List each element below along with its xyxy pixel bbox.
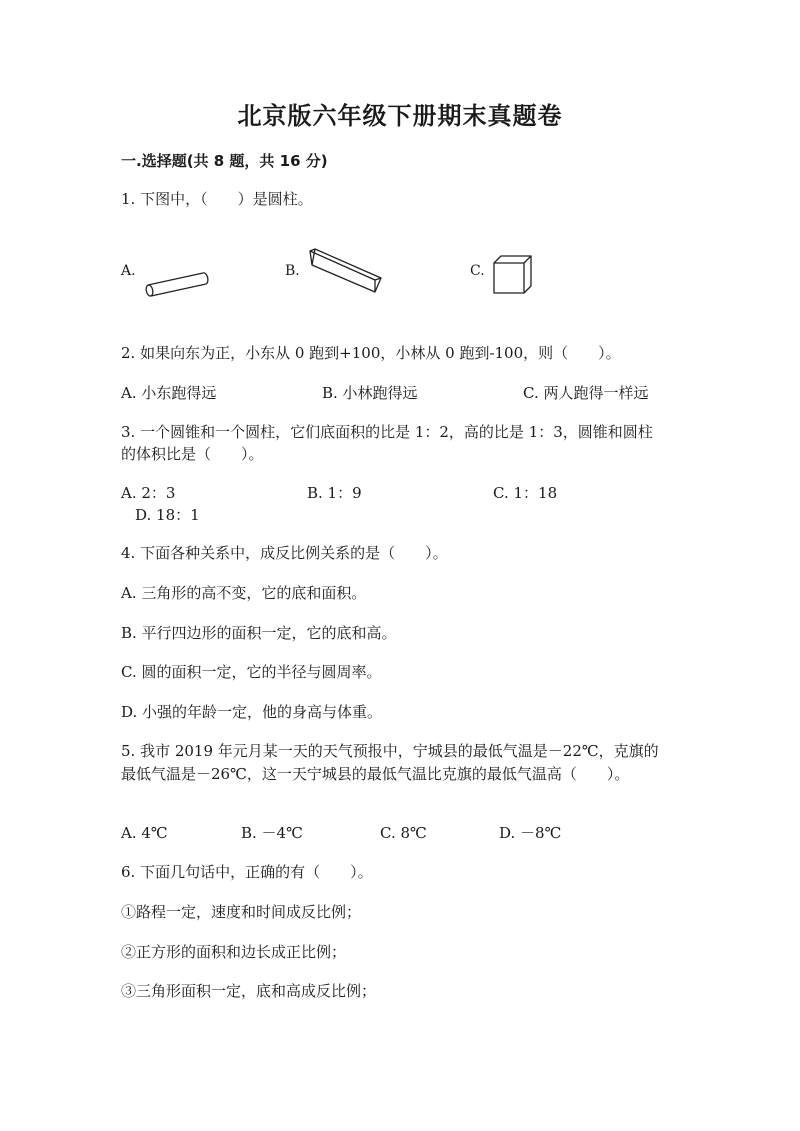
question-6-text: 6. 下面几句话中，正确的有（ ）。	[121, 863, 373, 881]
q6-statement-1: ①路程一定，速度和时间成反比例；	[121, 903, 362, 921]
triangular-prism-icon	[305, 245, 385, 295]
q1-option-b-label: B.	[285, 263, 300, 279]
q1-option-c-label: C.	[470, 263, 485, 279]
q3-option-d: D. 18：1	[135, 506, 200, 524]
q5-option-c: C. 8℃	[380, 824, 427, 842]
q6-statement-2: ②正方形的面积和边长成正比例；	[121, 943, 347, 961]
question-3-line-1: 3. 一个圆锥和一个圆柱，它们底面积的比是 1：2，高的比是 1：3，圆锥和圆柱	[121, 423, 653, 441]
q4-option-b: B. 平行四边形的面积一定，它的底和高。	[121, 624, 397, 642]
question-5-line-2: 最低气温是－26℃，这一天宁城县的最低气温比克旗的最低气温高（ ）。	[121, 765, 630, 783]
question-2-text: 2. 如果向东为正，小东从 0 跑到+100，小林从 0 跑到-100，则（ ）。	[121, 344, 621, 362]
q2-option-c: C. 两人跑得一样远	[523, 384, 649, 402]
q4-option-c: C. 圆的面积一定，它的半径与圆周率。	[121, 663, 382, 681]
question-5-line-1: 5. 我市 2019 年元月某一天的天气预报中，宁城县的最低气温是－22℃，克旗的	[121, 742, 659, 760]
cube-icon	[492, 254, 534, 296]
q5-option-b: B. －4℃	[241, 824, 303, 842]
page-title: 北京版六年级下册期末真题卷	[237, 102, 563, 130]
q1-option-a-label: A.	[121, 263, 136, 279]
q3-option-b: B. 1：9	[307, 484, 362, 502]
q6-statement-3: ③三角形面积一定，底和高成反比例；	[121, 982, 377, 1000]
q2-option-b: B. 小林跑得远	[322, 384, 418, 402]
question-3-line-2: 的体积比是（ ）。	[121, 445, 264, 463]
q3-option-c: C. 1：18	[493, 484, 558, 502]
section-heading: 一.选择题(共 8 题，共 16 分)	[121, 152, 328, 170]
question-1-text: 1. 下图中，（ ）是圆柱。	[121, 190, 313, 208]
q3-option-a: A. 2：3	[121, 484, 176, 502]
cylinder-icon	[140, 266, 215, 301]
q2-option-a: A. 小东跑得远	[121, 384, 217, 402]
q5-option-a: A. 4℃	[121, 824, 168, 842]
question-4-text: 4. 下面各种关系中，成反比例关系的是（ ）。	[121, 544, 448, 562]
q5-option-d: D. －8℃	[499, 824, 562, 842]
q4-option-a: A. 三角形的高不变，它的底和面积。	[121, 584, 367, 602]
q4-option-d: D. 小强的年龄一定，他的身高与体重。	[121, 703, 383, 721]
